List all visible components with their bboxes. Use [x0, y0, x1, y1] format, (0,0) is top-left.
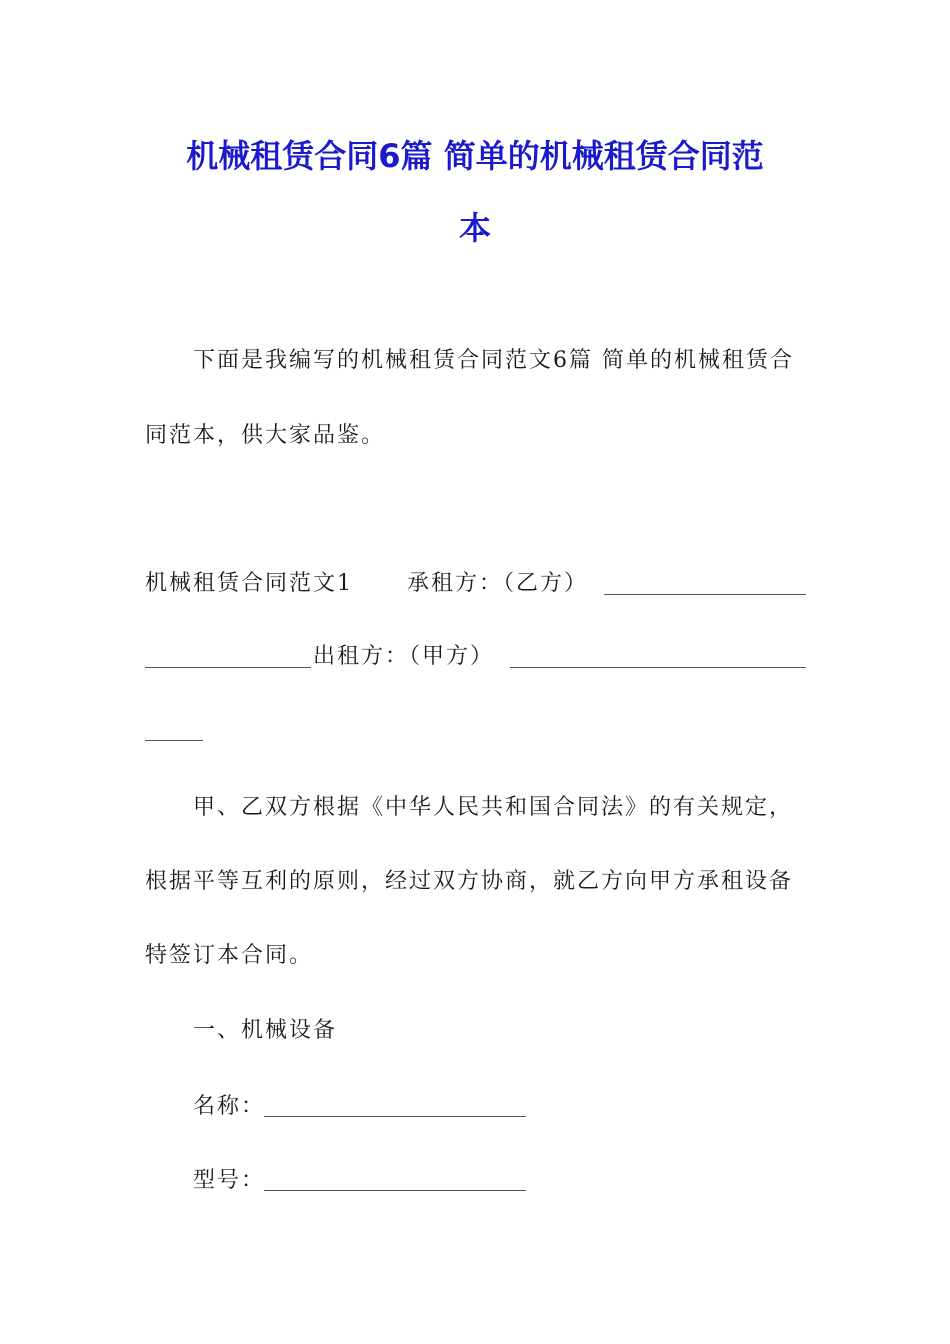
contract-heading: 机械租赁合同范文1	[145, 571, 353, 596]
preamble-line-3: 特签订本合同。	[145, 943, 314, 968]
intro-line-2: 同范本，供大家品鉴。	[145, 423, 386, 448]
lessee-label: 承租方：（乙方）	[407, 571, 589, 596]
document-title-line-2: 本	[458, 209, 491, 247]
preamble-line-1: 甲、乙双方根据《中华人民共和国合同法》的有关规定，	[193, 795, 794, 820]
equipment-name-blank	[264, 1094, 526, 1117]
equipment-model-blank	[264, 1168, 526, 1191]
document-title-line-1: 机械租赁合同6篇 简单的机械租赁合同范	[186, 137, 764, 175]
equipment-model-label: 型号：	[193, 1168, 266, 1193]
lessee-blank-continued	[145, 645, 311, 668]
section-1-heading: 一、机械设备	[193, 1018, 338, 1043]
equipment-name-label: 名称：	[193, 1094, 266, 1119]
intro-line-1: 下面是我编写的机械租赁合同范文6篇 简单的机械租赁合	[193, 348, 794, 373]
lessee-blank	[604, 572, 806, 595]
lessor-blank	[510, 645, 806, 668]
lessor-label: 出租方：（甲方）	[313, 644, 495, 669]
preamble-line-2: 根据平等互利的原则，经过双方协商，就乙方向甲方承租设备	[145, 869, 794, 894]
lessor-blank-continued	[145, 718, 203, 741]
